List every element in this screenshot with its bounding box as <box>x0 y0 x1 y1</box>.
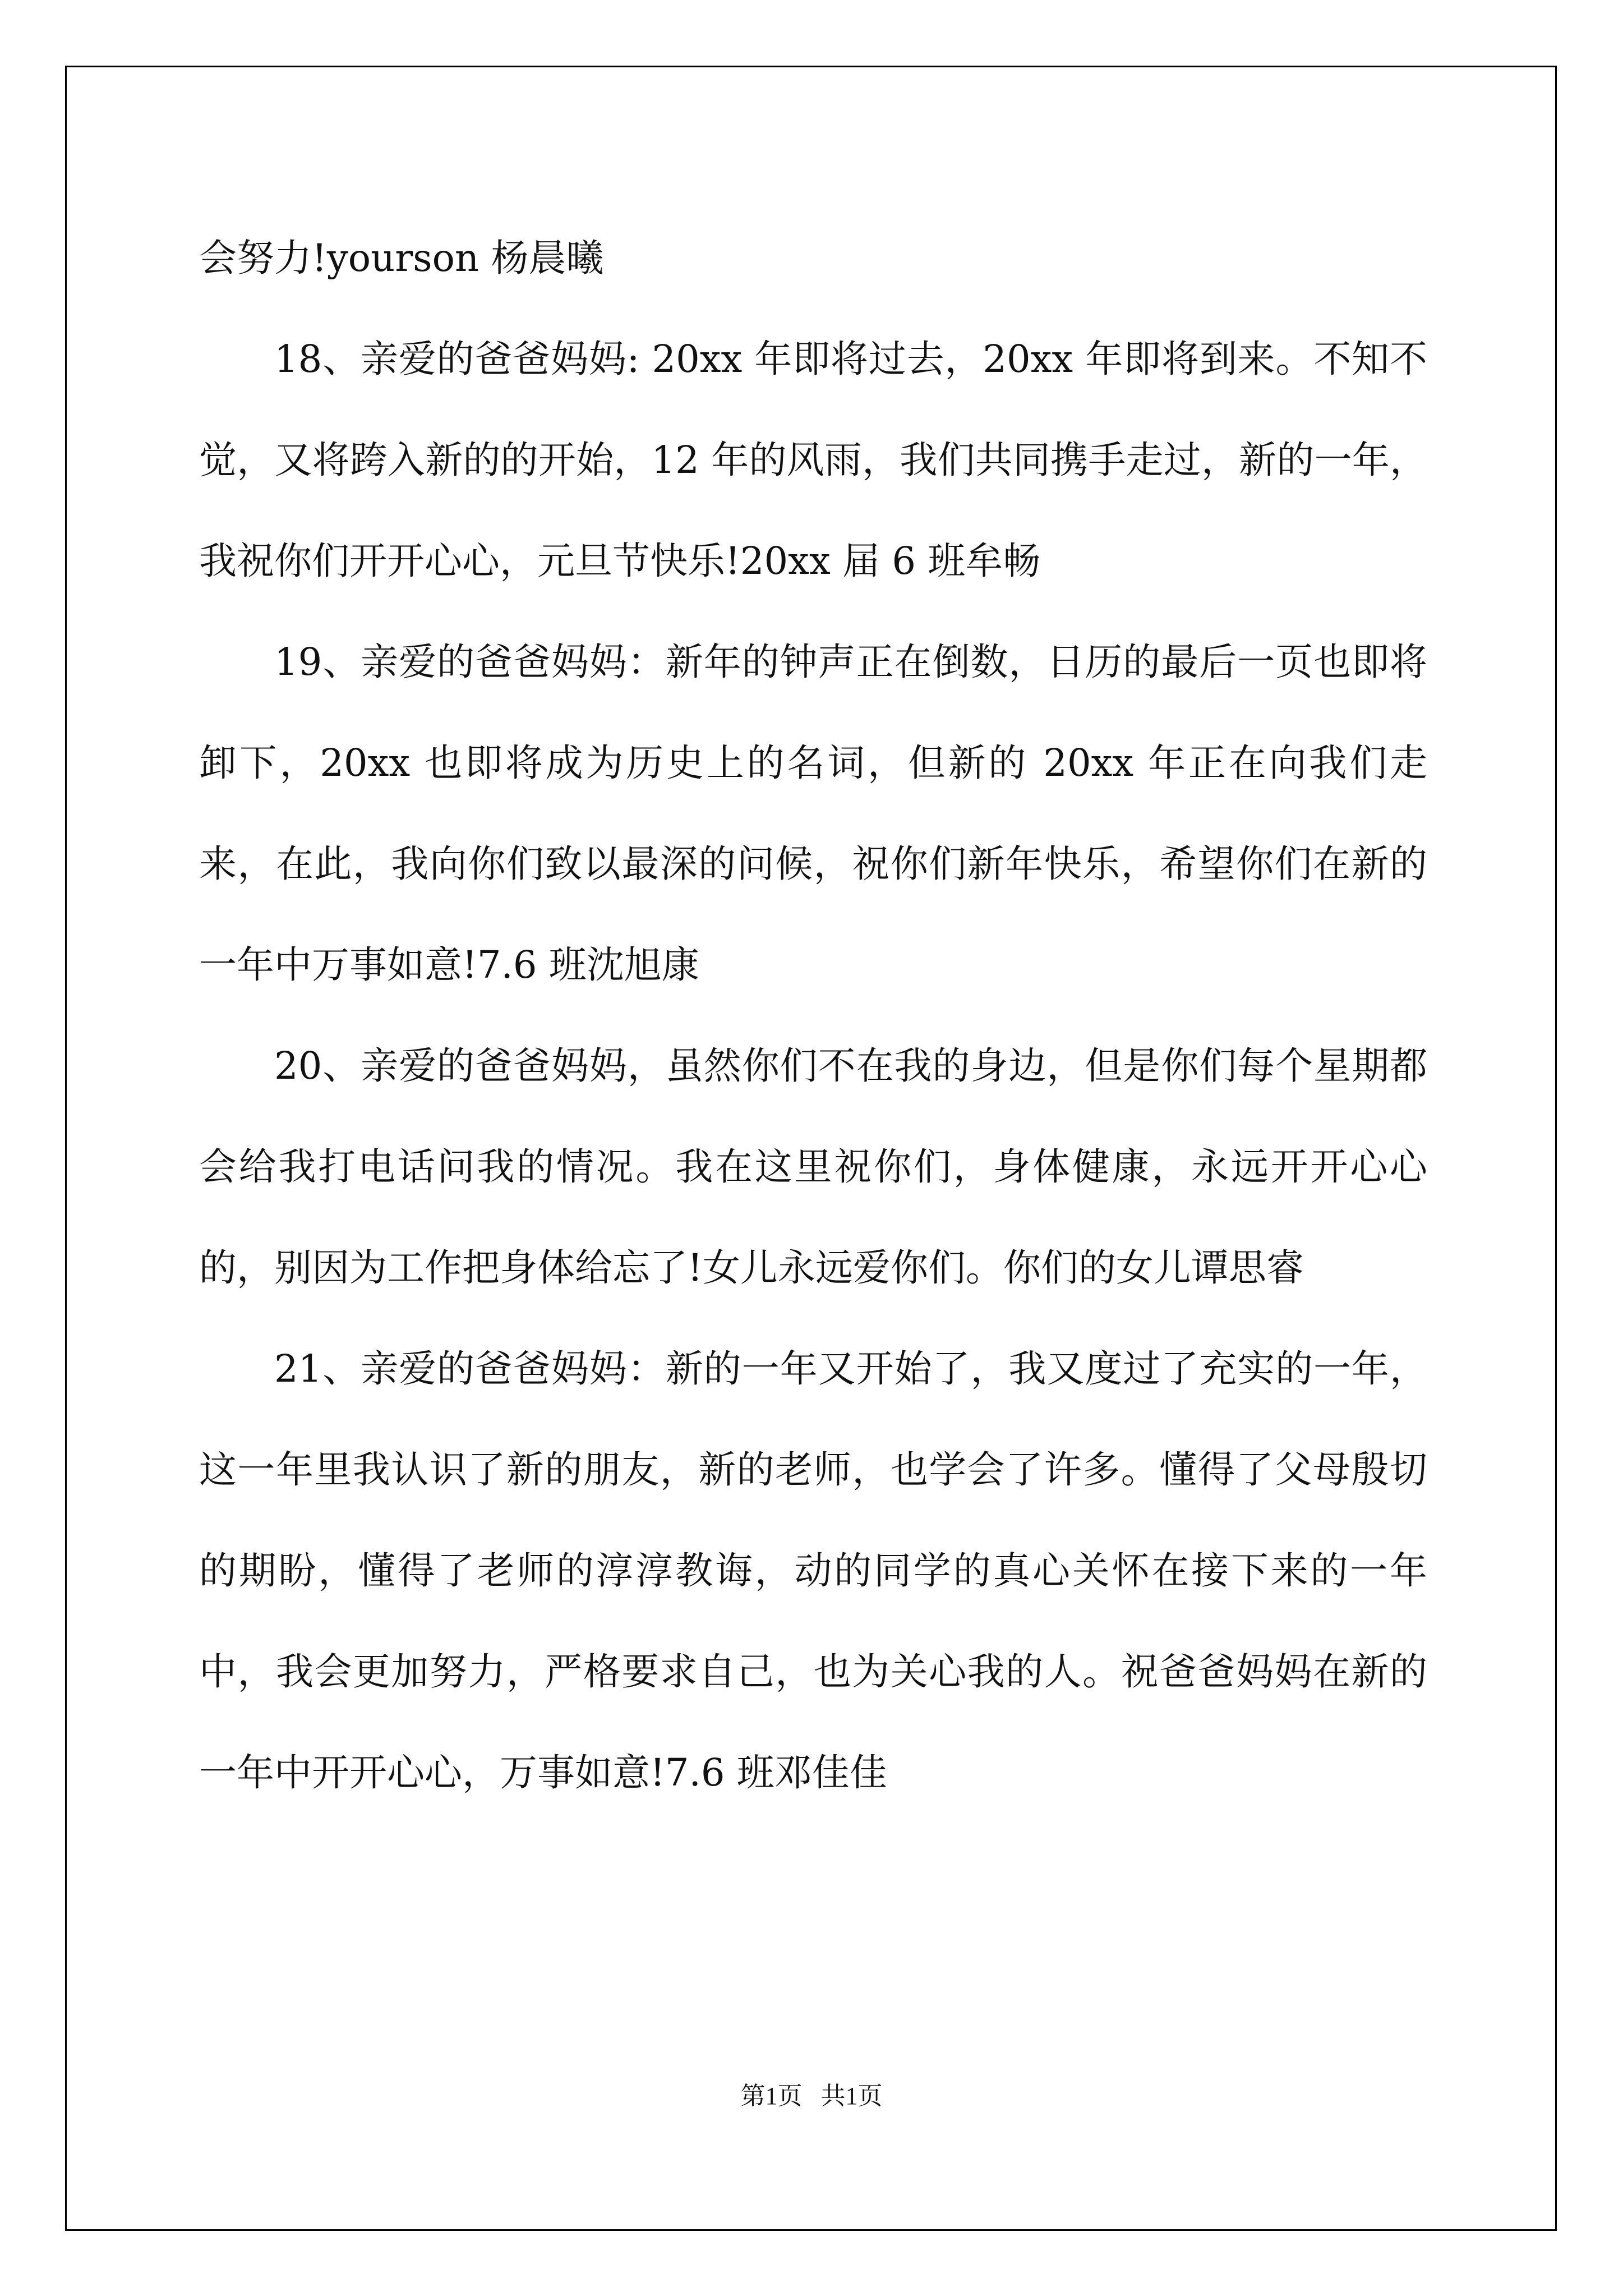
paragraph-18: 18、亲爱的爸爸妈妈: 20xx 年即将过去，20xx 年即将到来。不知不觉，又将跨入新的的开始，12 年的风雨，我们共同携手走过，新的一年，我祝你们开开心心，元旦节快乐!20xx 届 6 班牟畅 <box>199 337 1427 583</box>
paragraph-continuation: 会努力!yourson 杨晨曦 <box>199 236 604 280</box>
document-body <box>199 208 1427 1823</box>
paragraph-19: 19、亲爱的爸爸妈妈：新年的钟声正在倒数，日历的最后一页也即将卸下，20xx 也即将成为历史上的名词，但新的 20xx 年正在向我们走来，在此，我向你们致以最深的问候，祝你们新年快乐，希望你们在新的一年中万事如意!7.6 班沈旭康 <box>199 640 1427 987</box>
page-number-footer: 第1页 共1页 <box>740 2082 883 2110</box>
paragraph-20: 20、亲爱的爸爸妈妈，虽然你们不在我的身边，但是你们每个星期都会给我打电话问我的情况。我在这里祝你们，身体健康，永远开开心心的，别因为工作把身体给忘了!女儿永远爱你们。你们的女儿谭思睿 <box>199 1044 1427 1290</box>
paragraph-21: 21、亲爱的爸爸妈妈：新的一年又开始了，我又度过了充实的一年，这一年里我认识了新的朋友，新的老师，也学会了许多。懂得了父母殷切的期盼，懂得了老师的淳淳教诲，动的同学的真心关怀在接下来的一年中，我会更加努力，严格要求自己，也为关心我的人。祝爸爸妈妈在新的一年中开开心心，万事如意!7.6 班邓佳佳 <box>199 1347 1427 1795</box>
